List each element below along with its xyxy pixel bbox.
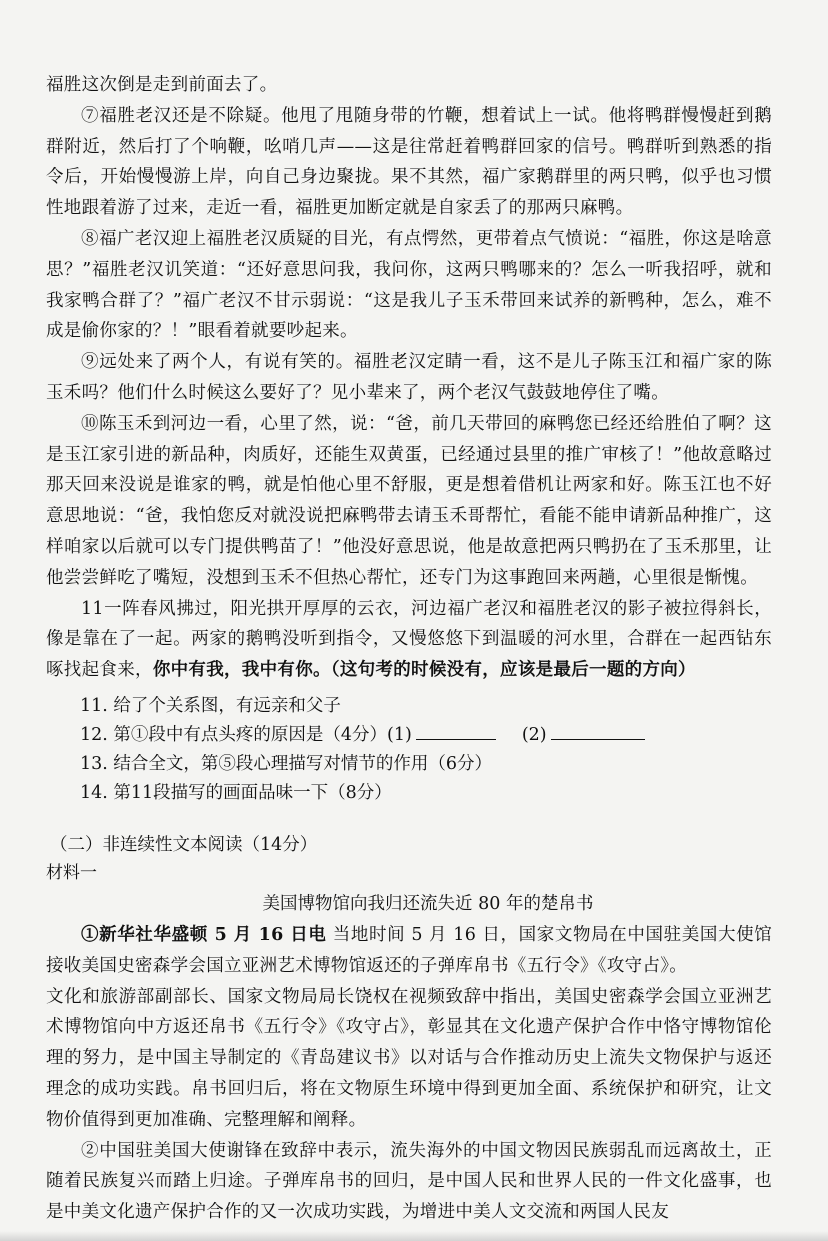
question-12 [80, 721, 772, 750]
news-paragraph-2: ②中国驻美国大使谢锋在致辞中表示，流失海外的中国文物因民族弱乱而远离故土，正随着民族复兴而踏上归途。子弹库帛书的回归，是中国人民和世界人民的一件文化盛事，也是中美文化遗产保护合作的又一次成功实践，为增进中美人文交流和两国人民友 [46, 1140, 772, 1223]
question-13: 13. 结合全文，第⑤段心理描写对情节的作用（6分） [80, 753, 493, 774]
question-12-part2: (2) [521, 724, 547, 745]
story-paragraph-8: ⑧福广老汉迎上福胜老汉质疑的目光，有点愕然，更带着点气愤说：“福胜，你这是啥意思？”福胜老汉讥笑道：“还好意思问我，我问你，这两只鸭哪来的？怎么一听我招呼，就和我家鸭合群了？”福广老汉不甘示弱说：“这是我儿子玉禾带回来试养的新鸭种，怎么，难不成是偷你家的？！”眼看着就要吵起来。 [46, 228, 772, 342]
story-paragraph-7: ⑦福胜老汉还是不除疑。他甩了甩随身带的竹鞭，想着试上一试。他将鸭群慢慢赶到鹅群附近，然后打了个响鞭，吆哨几声——这是往常赶着鸭群回家的信号。鸭群听到熟悉的指令后，开始慢慢游上岸，向自己身边聚拢。果不其然，福广家鹅群里的两只鸭，似乎也习惯性地跟着游了过来，走近一看，福胜更加断定就是自家丢了的那两只麻鸭。 [46, 105, 772, 219]
page-edge-shadow [0, 1231, 828, 1241]
section-heading: （二）非连续性文本阅读（14分） [50, 834, 318, 855]
answer-blank-2 [551, 723, 645, 740]
news-paragraph-1 [46, 920, 772, 982]
question-11: 11. 给了个关系图，有远亲和父子 [80, 695, 341, 716]
story-paragraph-10: ⑩陈玉禾到河边一看，心里了然，说：“爸，前几天带回的麻鸭您已经还给胜伯了啊？这是玉江家引进的新品种，肉质好，还能生双黄蛋，已经通过县里的推广审核了！”他故意略过那天回来没说是谁家的鸭，就是怕他心里不舒服，更是想着借机让两家和好。陈玉江也不好意思地说：“爸，我怕您反对就没说把麻鸭带去请玉禾哥帮忙，看能不能申请新品种推广，这样咱家以后就可以专门提供鸭苗了！”他没好意思说，他是故意把两只鸭扔在了玉禾那里，让他尝尝鲜吃了嘴短，没想到玉禾不但热心帮忙，还专门为这事跑回来两趟，心里很是惭愧。 [46, 413, 772, 588]
answer-blank-1 [416, 723, 496, 740]
story-paragraph-0: 福胜这次倒是走到前面去了。 [46, 75, 278, 95]
material-label: 材料一 [46, 862, 97, 883]
news-title: 美国博物馆向我归还流失近 80 年的楚帛书 [262, 893, 594, 914]
story-paragraph-9: ⑨远处来了两个人，有说有笑的。福胜老汉定睛一看，这不是儿子陈玉江和福广家的陈玉禾吗？他们什么时候这么要好了？见小辈来了，两个老汉气鼓鼓地停住了嘴。 [46, 352, 772, 403]
question-14: 14. 第11段描写的画面品味一下（8分） [80, 782, 392, 803]
question-list [46, 692, 772, 808]
news-paragraph-1-text: 当地时间 5 月 16 日，国家文物局在中国驻美国大使馆接收美国史密森学会国立亚洲艺术博物馆返还的子弹库帛书《五行令》《攻守占》。 [46, 924, 772, 976]
story-paragraph-11 [46, 594, 772, 686]
news-dateline: ①新华社华盛顿 5 月 16 日电 [81, 924, 327, 945]
story-paragraph-11-text: 11一阵春风拂过，阳光拱开厚厚的云衣，河边福广老汉和福胜老汉的影子被拉得斜长，像是靠在了一起。两家的鹅鸭没听到指令，又慢悠悠下到温暖的河水里，合群在一起西钻东啄找起食来， [46, 598, 772, 681]
question-12-text: 12. 第①段中有点头疼的原因是（4分）(1) [80, 724, 412, 745]
story-paragraph-11-emphasis: 你中有我，我中有你。（这句考的时候没有，应该是最后一题的方向） [152, 660, 696, 681]
news-paragraph-1b: 文化和旅游部副部长、国家文物局局长饶权在视频致辞中指出，美国史密森学会国立亚洲艺术博物馆向中方返还帛书《五行令》《攻守占》，彰显其在文化遗产保护合作中恪守博物馆伦理的努力，是中国主导制定的《青岛建议书》以对话与合作推动历史上流失文物保护与返还理念的成功实践。帛书回归后，将在文物原生环境中得到更加全面、系统保护和研究，让文物价值得到更加准确、完整理解和阐释。 [46, 986, 772, 1130]
